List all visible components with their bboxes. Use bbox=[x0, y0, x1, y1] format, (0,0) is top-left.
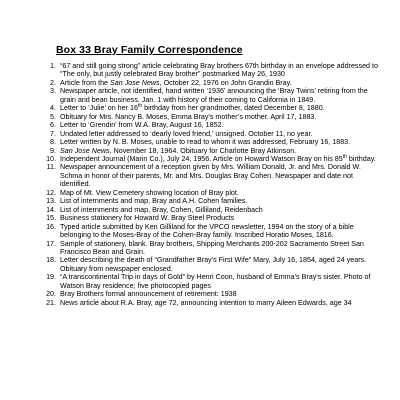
list-item-number: 9. bbox=[50, 146, 56, 155]
text-run: Bray Brothers formal announcement of retirement: 1938 bbox=[60, 290, 237, 299]
ordinal-suffix: th bbox=[137, 103, 143, 110]
document-title: Box 33 Bray Family Correspondence bbox=[56, 44, 243, 56]
list-item-number: 12. bbox=[46, 188, 56, 197]
list-item-number: 21. bbox=[46, 298, 56, 307]
list-item bbox=[42, 223, 382, 240]
text-run: Undated letter addressed to ‘dearly loved friend,’ unsigned. October 11, no year. bbox=[60, 129, 313, 138]
list-item bbox=[42, 163, 382, 188]
list-item-number: 18. bbox=[46, 256, 56, 265]
list-item bbox=[42, 113, 382, 121]
list-item-text bbox=[60, 189, 382, 197]
text-run: Article from the bbox=[60, 78, 110, 87]
list-item-text bbox=[60, 130, 382, 138]
list-item-number: 10. bbox=[46, 154, 56, 163]
list-item-text bbox=[60, 299, 382, 307]
list-item bbox=[42, 273, 382, 290]
text-run: “A transcontinental Trip in days of Gold” by Henri Coon, husband of Emma’s Bray’s sister. Photo of Watson Bray residence; five photocopied pages bbox=[60, 273, 371, 290]
list-item-number: 7. bbox=[50, 129, 56, 138]
list-item-number: 6. bbox=[50, 121, 56, 130]
text-run: , November 18, 1964. Obituary for Charlotte Bray Atkinson. bbox=[109, 146, 297, 155]
list-item-number: 4. bbox=[50, 104, 56, 113]
list-item-text bbox=[60, 104, 382, 112]
list-item bbox=[42, 206, 382, 214]
list-item-text bbox=[60, 214, 382, 222]
list-item-text bbox=[60, 147, 382, 155]
text-run: Letter written by N. B. Moses, unable to read to whom it was addressed, February 16, 1883. bbox=[60, 138, 351, 147]
list-item-text bbox=[60, 155, 382, 163]
text-run: Independent Journal (Marin Co.), July 24, 1956. Article on Howard Watson Bray on his 85 bbox=[60, 154, 343, 163]
text-run: Letter to ‘Grendin’ from W.A. Bray, August 16, 1852. bbox=[60, 121, 224, 130]
list-item bbox=[42, 214, 382, 222]
list-item-text bbox=[60, 121, 382, 129]
list-item-number: 13. bbox=[46, 197, 56, 206]
list-item-number: 14. bbox=[46, 205, 56, 214]
list-item bbox=[42, 62, 382, 79]
text-run: Letter describing the death of “Grandfather Bray’s First Wife” Mary, July 16, 1854, aged 24 years. Obituary from newspaper enclosed. bbox=[60, 256, 367, 273]
text-run: List of internments and map, Bray, Cohen, Gilliland, Reidenbach bbox=[60, 205, 263, 214]
correspondence-list bbox=[42, 62, 382, 307]
list-item-number: 5. bbox=[50, 112, 56, 121]
list-item-text bbox=[60, 87, 382, 104]
list-item bbox=[42, 79, 382, 87]
ordinal-suffix: th bbox=[342, 153, 347, 160]
text-run: Sample of stationery, blank. Bray brothers, Shipping Merchants 200-202 Sacramento Street San Francisco Bean and Grain. bbox=[60, 239, 364, 256]
list-item bbox=[42, 138, 382, 146]
list-item-number: 8. bbox=[50, 138, 56, 147]
text-run: News article about R.A. Bray, age 72, announcing intention to marry Aileen Edwards, age 34 bbox=[60, 298, 352, 307]
list-item-text bbox=[60, 62, 382, 79]
list-item-text bbox=[60, 197, 382, 205]
list-item-text bbox=[60, 273, 382, 290]
list-item bbox=[42, 104, 382, 112]
list-item-text bbox=[60, 290, 382, 298]
text-run: birthday from her grandmother, dated December 8, 1880. bbox=[142, 104, 325, 113]
list-item-number: 2. bbox=[50, 78, 56, 87]
text-run: “67 and still going strong” article celebrating Bray brothers 67th birthday in an envelope addressed to “The only, but justly celebrated Bray brother” postmarked May 26, 1930 bbox=[60, 62, 378, 79]
list-item-number: 3. bbox=[50, 87, 56, 96]
italic-title: San Jose News bbox=[110, 78, 160, 87]
list-item-text bbox=[60, 163, 382, 188]
text-run: Newspaper announcement of a reception given by Mrs. William Donald, Jr. and Mrs. Donald W. Schma in honor of their parents, Mr. and Mrs. Douglas Bray Cohen. Newspaper and date not identified. bbox=[60, 163, 361, 189]
list-item bbox=[42, 240, 382, 257]
list-item bbox=[42, 130, 382, 138]
text-run: birthday. bbox=[346, 154, 376, 163]
list-item-number: 20. bbox=[46, 290, 56, 299]
text-run: List of internments and map, Bray and A.H. Cohen families. bbox=[60, 197, 248, 206]
italic-title: San Jose News bbox=[60, 146, 110, 155]
list-item-number: 17. bbox=[46, 239, 56, 248]
text-run: Typed article submitted by Ken Gilliland for the VPCO newsletter, 1994 on the story of a bible belonging to the Moses-Bray of the Cohen-Bray family. Inscribed Horatio Moses, 1816. bbox=[60, 222, 354, 240]
list-item-number: 16. bbox=[46, 222, 56, 231]
list-item-text bbox=[60, 113, 382, 121]
list-item-number: 1. bbox=[50, 62, 56, 70]
list-item bbox=[42, 197, 382, 205]
text-run: Letter to ‘Julie’ on her 16 bbox=[60, 104, 138, 113]
text-run: Map of Mt. View Cemetery showing location of Bray plot. bbox=[60, 188, 239, 197]
list-item bbox=[42, 155, 382, 163]
text-run: Obituary for Mrs. Nancy B. Moses, Emma Bray’s mother’s mother. April 17, 1883. bbox=[60, 112, 317, 121]
text-run: Newspaper article, not identified, hand written ‘1936’ announcing the ‘Bray Twins’ retiring from the grain and bean business. Jan. 1 with history of their coming to California in 1849. bbox=[60, 87, 368, 104]
list-item bbox=[42, 121, 382, 129]
list-item bbox=[42, 290, 382, 298]
list-item bbox=[42, 256, 382, 273]
list-item-text bbox=[60, 138, 382, 146]
list-item-text bbox=[60, 256, 382, 273]
list-item-number: 19. bbox=[46, 273, 56, 282]
list-item bbox=[42, 147, 382, 155]
list-item-text bbox=[60, 206, 382, 214]
list-item-number: 15. bbox=[46, 214, 56, 223]
list-item-text bbox=[60, 240, 382, 257]
list-item bbox=[42, 189, 382, 197]
list-item bbox=[42, 87, 382, 104]
list-item-text bbox=[60, 79, 382, 87]
text-run: , October 22, 1976 on John Grandin Bray. bbox=[159, 78, 292, 87]
list-item-number: 11. bbox=[46, 163, 56, 172]
list-item bbox=[42, 299, 382, 307]
text-run: Business stationery for Howard W. Bray Steel Products bbox=[60, 214, 235, 223]
list-item-text bbox=[60, 223, 382, 240]
